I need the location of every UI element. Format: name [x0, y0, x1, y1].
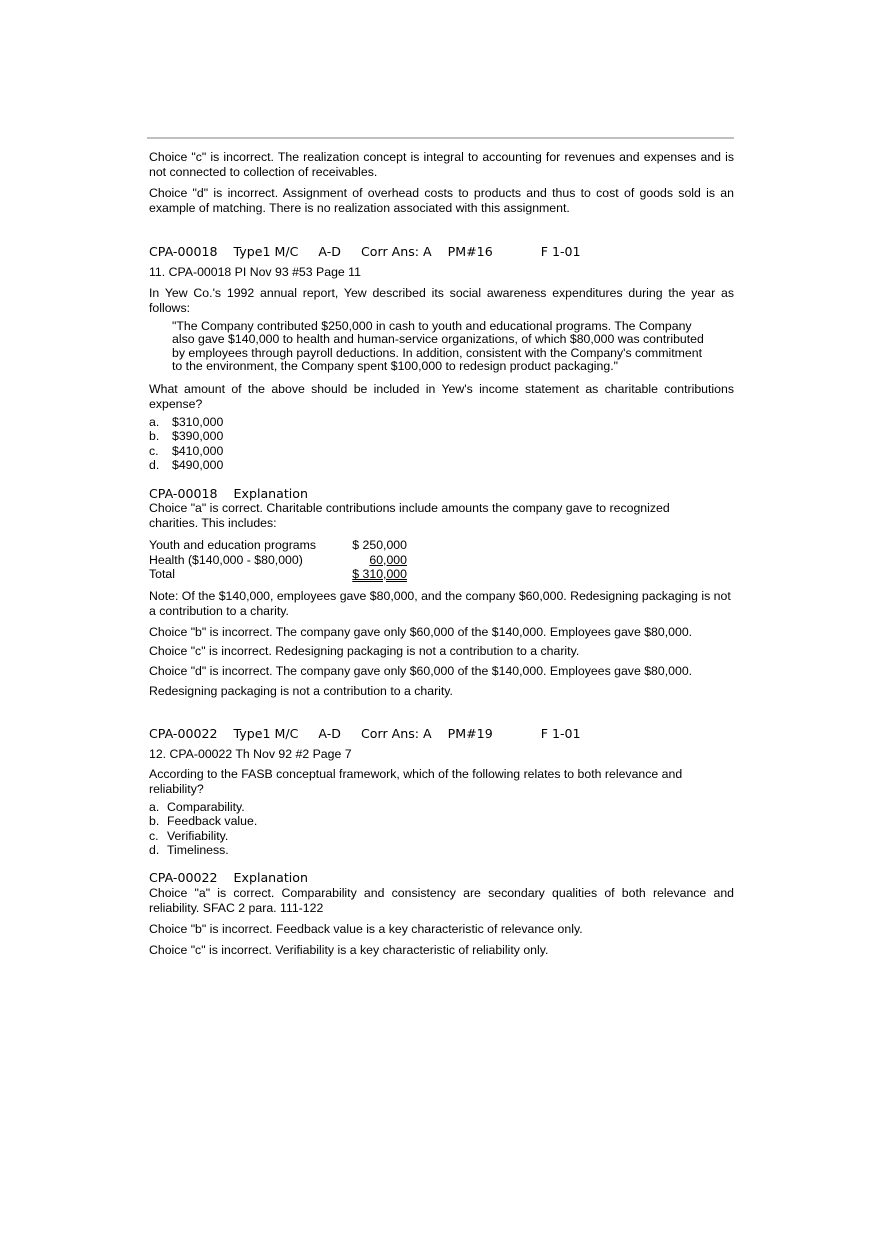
q12-options: [149, 800, 257, 858]
q11-option-b: b. $390,000: [149, 429, 224, 444]
q11-choice-d-continued: Redesigning packaging is not a contribution to a charity.: [149, 684, 453, 698]
q11-contribution-table: [149, 538, 407, 582]
q12-explanation-header: CPA-00022 Explanation: [149, 870, 308, 885]
q11-choice-b: Choice "b" is incorrect. The company gave only $60,000 of the $140,000. Employees gave $80,000.: [149, 625, 693, 639]
q11-quote: "The Company contributed $250,000 in cash to youth and educational programs. The Company also gave $140,000 to health and human-service organizations, of which $80,000 was contributed by employees through payroll deductions. In addition, consistent with the Company's commitment to the environment, the Company spent $100,000 to redesign product packaging.": [172, 319, 704, 374]
table-row: Total $ 310,000: [149, 567, 407, 581]
intro-choice-d: Choice "d" is incorrect. Assignment of overhead costs to products and thus to cost of goods sold is an example of matching. There is no realization associated with this assignment.: [149, 186, 734, 215]
table-row: Health ($140,000 - $80,000) 60,000: [149, 552, 407, 567]
q11-question: What amount of the above should be included in Yew's income statement as charitable contributions expense?: [149, 382, 734, 411]
q11-option-a: a. $310,000: [149, 415, 224, 429]
q11-note: Note: Of the $140,000, employees gave $80,000, and the company $60,000. Redesigning packaging is not a contribution to a charity.: [149, 589, 731, 618]
q11-option-c: c. $410,000: [149, 443, 224, 458]
q11-reference: 11. CPA-00018 PI Nov 93 #53 Page 11: [149, 265, 361, 279]
q11-option-d: d. $490,000: [149, 458, 224, 473]
q11-header: CPA-00018 Type1 M/C A-D Corr Ans: A PM#16 F 1-01: [149, 244, 581, 259]
q11-explanation-header: CPA-00018 Explanation: [149, 486, 308, 501]
q11-stem: In Yew Co.'s 1992 annual report, Yew described its social awareness expenditures during the year as follows:: [149, 286, 734, 315]
q12-header: CPA-00022 Type1 M/C A-D Corr Ans: A PM#19 F 1-01: [149, 726, 581, 741]
table-row: Youth and education programs $ 250,000: [149, 538, 407, 552]
q12-reference: 12. CPA-00022 Th Nov 92 #2 Page 7: [149, 747, 352, 761]
q11-options: [149, 415, 223, 473]
q11-choice-c: Choice "c" is incorrect. Redesigning packaging is not a contribution to a charity.: [149, 644, 580, 658]
q12-explanation: Choice "a" is correct. Comparability and consistency are secondary qualities of both relevance and reliability. SFAC 2 para. 111-122: [149, 886, 734, 915]
q12-option-c: c. Verifiability.: [149, 828, 229, 843]
q12-choice-c: Choice "c" is incorrect. Verifiability is a key characteristic of reliability only.: [149, 943, 549, 957]
q11-choice-d: Choice "d" is incorrect. The company gave only $60,000 of the $140,000. Employees gave $80,000.: [149, 664, 693, 678]
q12-option-d: d. Timeliness.: [149, 843, 229, 858]
header-rule: [147, 137, 734, 139]
q12-option-a: a. Comparability.: [149, 800, 245, 814]
q12-option-b: b. Feedback value.: [149, 814, 258, 829]
q12-choice-b: Choice "b" is incorrect. Feedback value is a key characteristic of relevance only.: [149, 922, 583, 936]
intro-choice-c: Choice "c" is incorrect. The realization concept is integral to accounting for revenues and expenses and is not connected to collection of receivables.: [149, 150, 734, 179]
q11-explanation: Choice "a" is correct. Charitable contributions include amounts the company gave to recognized charities. This includes:: [149, 501, 670, 530]
q12-stem: According to the FASB conceptual framework, which of the following relates to both relevance and reliability?: [149, 767, 683, 796]
